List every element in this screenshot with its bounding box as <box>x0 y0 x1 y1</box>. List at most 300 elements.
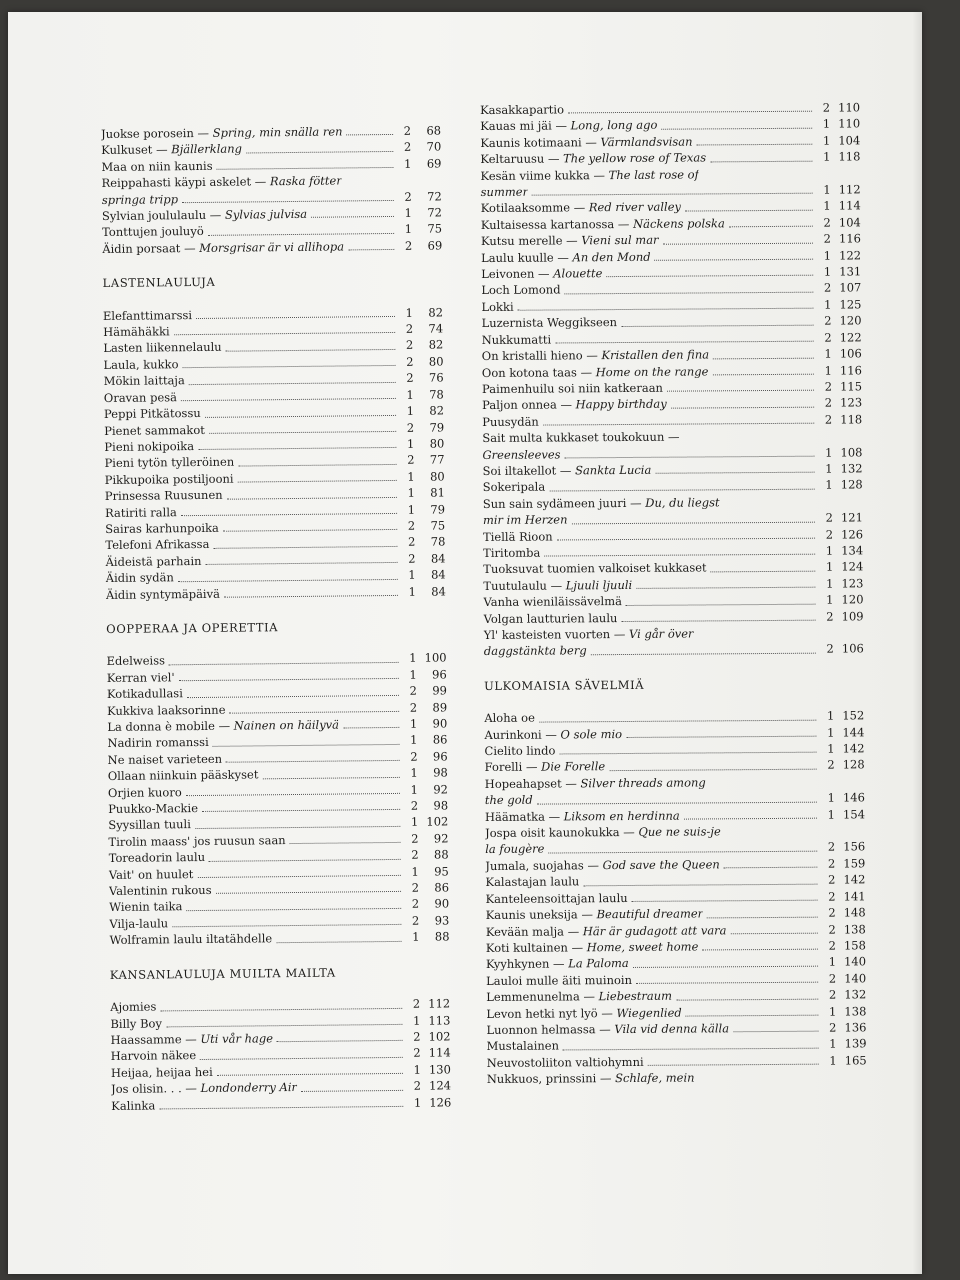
song-title: Jospa oisit kaunokukka <box>485 825 620 841</box>
entry-title: Kultaisessa kartanossa — Näckens polska <box>480 216 725 232</box>
song-title: Hämähäkki <box>103 324 170 340</box>
entry-title: Keltaruusu — The yellow rose of Texas <box>480 150 707 167</box>
entry-title <box>104 405 201 422</box>
entry-title: La donna è mobile — Nainen on häilyvä <box>107 717 340 734</box>
original-title: Morsgrisar är vi allihopa <box>199 239 345 255</box>
leader-dots <box>186 908 401 911</box>
leader-dots <box>230 711 400 714</box>
leader-dots <box>710 160 812 162</box>
original-title: Vila vid denna källa <box>614 1021 730 1037</box>
page-number: 95 <box>434 864 449 879</box>
song-title: Vanha wieniläissävelmä <box>483 594 623 610</box>
leader-dots <box>548 851 817 854</box>
song-title: Lasten liikennelaulu <box>103 340 222 356</box>
leader-dots <box>621 620 815 622</box>
index-section <box>103 272 446 603</box>
index-section <box>106 617 449 948</box>
volume-number: 2 <box>413 1078 422 1093</box>
leader-dots <box>655 259 814 261</box>
page-number: 132 <box>844 987 867 1002</box>
volume-number: 2 <box>829 1020 837 1035</box>
leader-dots <box>169 662 399 665</box>
song-title: Kalinka <box>111 1098 156 1113</box>
page-number: 144 <box>842 724 865 740</box>
page-number: 90 <box>432 716 448 731</box>
entry-title <box>108 800 198 817</box>
entry-title <box>107 685 183 702</box>
entry-title: Forelli — Die Forelle <box>484 759 606 775</box>
volume-number: 2 <box>828 905 836 920</box>
volume-number: 1 <box>824 363 832 378</box>
page-number: 96 <box>432 749 448 764</box>
leader-dots <box>667 390 814 392</box>
leader-dots <box>632 900 818 902</box>
entry-title <box>103 356 178 373</box>
leader-dots <box>198 447 396 450</box>
original-title: The last rose of <box>608 167 699 182</box>
leader-dots <box>626 736 816 738</box>
leader-dots <box>347 134 394 135</box>
page-number: 86 <box>434 880 450 895</box>
volume-number: 2 <box>828 889 836 904</box>
page-number: 81 <box>430 485 445 500</box>
entry-title <box>105 470 234 488</box>
volume-number: 1 <box>825 543 834 558</box>
entry-title <box>104 438 194 455</box>
leader-dots <box>676 998 818 1000</box>
original-title: Alouette <box>553 266 603 281</box>
song-title: Kevään malja <box>485 923 565 939</box>
volume-number: 2 <box>827 757 835 773</box>
song-title: Mustalainen <box>486 1038 560 1054</box>
entry-title: Yl' kasteisten vuorten — Vi går över <box>483 626 694 642</box>
volume-number: 2 <box>824 412 833 427</box>
song-title: Äidin porsaat <box>102 241 181 256</box>
page-number: 98 <box>433 798 449 813</box>
entry-title <box>483 528 553 545</box>
original-title: Liksom en herdinna <box>563 808 680 824</box>
volume-number: 1 <box>409 667 417 682</box>
volume-number: 1 <box>413 1062 421 1077</box>
leader-dots <box>238 464 396 467</box>
entry-title <box>108 832 285 850</box>
entry-title: Oon kotona taas — Home on the range <box>481 363 709 380</box>
leader-dots <box>238 480 397 483</box>
leader-dots <box>568 111 812 114</box>
volume-number: 1 <box>409 651 417 666</box>
entry-title: Jos olisin. . . — Londonderry Air <box>111 1080 298 1097</box>
entry-title <box>486 972 632 989</box>
song-title: Kotikadullasi <box>106 686 183 702</box>
entry-title: Koti kultainen — Home, sweet home <box>485 939 699 955</box>
leader-dots <box>159 1106 403 1110</box>
song-title: Paljon onnea <box>482 397 557 413</box>
volume-number: 1 <box>828 1004 837 1019</box>
entry-title: Soi iltakellot — Sankta Lucia <box>482 462 652 478</box>
song-title: Hopeahapset <box>484 776 562 791</box>
entry-title: Kaunis uneksija — Beautiful dreamer <box>485 906 704 923</box>
page-number: 113 <box>428 1012 451 1028</box>
entry-title <box>480 101 564 118</box>
entry-title <box>481 314 617 331</box>
song-title: Wienin taika <box>109 899 183 915</box>
entry-title <box>483 560 707 578</box>
page-number: 138 <box>843 921 866 936</box>
page-number: 142 <box>843 872 866 887</box>
original-title: Que ne suis-je <box>638 824 721 839</box>
volume-number: 1 <box>826 592 834 607</box>
page-number: 98 <box>433 765 448 780</box>
entry-title: Häämatka — Liksom en herdinna <box>484 808 680 824</box>
entry-title: Sylvian joululaulu — Sylvias julvisa <box>101 206 308 224</box>
entry-title <box>487 1054 644 1072</box>
volume-number: 2 <box>410 749 418 764</box>
song-title: Cielito lindo <box>484 743 556 759</box>
page-number: 125 <box>839 297 862 312</box>
original-title: Vi går över <box>628 626 694 641</box>
original-title: Uti vår hage <box>200 1031 274 1046</box>
volume-number: 1 <box>823 198 831 214</box>
leader-dots <box>209 859 401 862</box>
page-number: 148 <box>843 905 866 920</box>
song-title: Sun sain sydämeen juuri <box>482 495 627 511</box>
page-number: 114 <box>838 198 861 213</box>
page-number: 126 <box>429 1094 452 1110</box>
entry-title <box>109 899 182 916</box>
page-number: 76 <box>428 370 444 385</box>
entry-title: Sun sain sydämeen juuri — Du, du liegst <box>482 495 720 511</box>
entry-title: Kulkuset — Bjällerklang <box>101 141 243 158</box>
volume-number: 1 <box>826 708 835 723</box>
song-title: Haassamme <box>110 1032 182 1047</box>
volume-number: 1 <box>410 733 418 748</box>
volume-number: 1 <box>823 149 831 164</box>
entry-title <box>107 734 208 751</box>
page-number: 141 <box>843 889 866 904</box>
volume-number: 2 <box>828 872 836 887</box>
song-title: Billy Boy <box>110 1015 162 1031</box>
page-number: 74 <box>428 321 444 336</box>
volume-number: 1 <box>408 567 416 582</box>
song-title: Ratiriti ralla <box>104 504 177 520</box>
page-number: 130 <box>428 1062 451 1077</box>
volume-number: 2 <box>828 987 837 1002</box>
leader-dots <box>196 316 395 319</box>
song-title: Luonnon helmassa <box>486 1022 596 1037</box>
entry-title: Kyyhkynen — La Paloma <box>485 956 629 972</box>
page-number: 82 <box>429 403 445 418</box>
song-title: Forelli <box>484 760 523 775</box>
leader-dots <box>724 867 818 869</box>
original-title: Du, du liegst <box>645 495 720 510</box>
leader-dots <box>172 924 401 927</box>
song-title: Tuoksuvat tuomien valkoiset kukkaset <box>483 560 707 577</box>
song-title: Kaunis kotimaani <box>480 135 582 150</box>
volume-number: 2 <box>823 281 832 296</box>
leader-dots <box>539 719 816 722</box>
page-number: 110 <box>838 100 861 115</box>
volume-number: 1 <box>822 133 831 148</box>
volume-number: 2 <box>411 880 420 895</box>
original-title: Näckens polska <box>633 216 725 231</box>
song-title: Lokki <box>481 299 514 314</box>
volume-number: 2 <box>828 922 836 937</box>
song-title: Kukkiva laaksorinne <box>107 702 226 718</box>
page-number: 88 <box>434 929 450 944</box>
entry-title <box>109 931 272 949</box>
song-title: Harvoin näkee <box>110 1048 197 1064</box>
song-title: Lauloi mulle äiti muinoin <box>486 972 633 988</box>
entry-title <box>103 339 222 357</box>
entry-title <box>484 643 587 660</box>
volume-number: 1 <box>412 1013 421 1028</box>
volume-number: 1 <box>409 716 418 731</box>
entry-title <box>107 653 166 670</box>
volume-number: 2 <box>411 847 419 863</box>
entry-title: Leivonen — Alouette <box>481 266 603 282</box>
song-title: Mökin laittaja <box>103 373 185 389</box>
volume-number: 2 <box>404 189 412 204</box>
page-number: 93 <box>434 913 450 928</box>
leader-dots <box>559 752 816 755</box>
index-column-right <box>480 99 867 1101</box>
leader-dots <box>166 1024 402 1027</box>
original-title: La Paloma <box>568 956 629 971</box>
song-title: Laula, kukko <box>103 357 179 372</box>
song-title: Syysillan tuuli <box>108 817 191 833</box>
page-number: 106 <box>839 346 862 361</box>
index-column-left <box>101 122 451 1127</box>
volume-number: 1 <box>829 1053 837 1068</box>
volume-number: 2 <box>823 231 832 246</box>
index-section <box>484 675 867 1087</box>
volume-number: 2 <box>413 1046 421 1061</box>
volume-number: 1 <box>407 469 415 484</box>
original-title: An den Mond <box>572 249 651 265</box>
leader-dots <box>216 891 401 894</box>
entry-title <box>108 784 182 801</box>
leader-dots <box>246 151 393 154</box>
song-title: Nukkuos, prinssini <box>486 1071 597 1087</box>
volume-number: 1 <box>827 790 835 805</box>
entry-title <box>108 767 259 785</box>
entry-title: Kaunis kotimaani — Värmlandsvisan <box>480 134 693 150</box>
volume-number: 2 <box>409 700 418 715</box>
leader-dots <box>591 652 816 655</box>
original-title: Raska fötter <box>269 173 342 189</box>
page-number: 116 <box>839 362 862 377</box>
page-number: 70 <box>426 139 442 154</box>
entry-title <box>106 569 174 586</box>
page-number: 82 <box>428 337 444 353</box>
entry-title: Kotilaaksomme — Red river valley <box>480 200 682 216</box>
page-number: 84 <box>431 583 446 599</box>
entry-title <box>105 504 177 521</box>
entry-title <box>108 817 191 834</box>
song-title: Kaunis uneksija <box>485 907 578 923</box>
volume-number: 1 <box>408 584 416 599</box>
original-title: Värmlandsvisan <box>600 134 693 149</box>
song-title: Pienet sammakot <box>104 422 205 438</box>
volume-number: 2 <box>825 527 834 542</box>
song-title: Kasakkapartio <box>480 102 565 117</box>
song-title: Sylvian joululaulu <box>101 207 207 224</box>
volume-number: 2 <box>403 123 412 138</box>
book-page <box>8 12 922 1274</box>
song-title: Sait multa kukkaset toukokuun <box>482 429 665 446</box>
entry-title <box>483 545 540 562</box>
leader-dots <box>226 760 400 763</box>
leader-dots <box>197 875 400 878</box>
volume-number: 1 <box>825 559 834 574</box>
entry-title <box>111 1047 197 1064</box>
index-entry <box>106 583 446 603</box>
page-number: 126 <box>841 526 864 542</box>
entry-title <box>482 380 663 398</box>
song-title: Laulu kuulle <box>481 250 554 265</box>
volume-number: 1 <box>410 782 419 797</box>
entry-title: Lemmenunelma — Liebestraum <box>486 988 673 1005</box>
leader-dots <box>572 521 815 524</box>
volume-number: 2 <box>824 395 833 410</box>
entry-title <box>481 282 560 299</box>
leader-dots <box>518 308 814 311</box>
page-number: 78 <box>429 387 444 402</box>
volume-number: 1 <box>410 815 419 830</box>
entry-title <box>481 299 513 316</box>
volume-number: 1 <box>410 765 418 781</box>
entry-title: Sait multa kukkaset toukokuun — <box>482 429 680 446</box>
volume-number: 1 <box>827 741 835 756</box>
page-number: 72 <box>427 189 442 204</box>
volume-number: 2 <box>823 215 831 230</box>
song-title: Oravan pesä <box>103 389 178 405</box>
song-title: Heijaa, heijaa hei <box>110 1064 213 1080</box>
song-title: Puukko-Mackie <box>108 801 199 816</box>
page-number: 152 <box>842 708 865 723</box>
song-title: Loch Lomond <box>481 282 561 298</box>
page-number: 106 <box>841 641 864 656</box>
original-title: Red river valley <box>588 200 682 215</box>
page-number: 109 <box>841 608 864 624</box>
original-title: Liebestraum <box>598 988 673 1004</box>
leader-dots <box>217 1073 403 1076</box>
original-title: Home on the range <box>595 363 709 379</box>
page-number: 80 <box>429 436 445 451</box>
leader-dots <box>685 210 813 212</box>
page-number: 80 <box>428 354 444 369</box>
leader-dots <box>549 488 814 491</box>
volume-number: 1 <box>829 1036 837 1051</box>
song-title: Kalastajan laulu <box>485 874 580 890</box>
page-number: 159 <box>843 856 866 871</box>
page-number: 158 <box>843 938 866 953</box>
entry-title <box>106 585 220 603</box>
leader-dots <box>671 406 814 408</box>
song-title: Peppi Pitkätossu <box>103 406 201 422</box>
leader-dots <box>544 554 815 557</box>
volume-number: 1 <box>823 264 832 279</box>
page-number: 75 <box>430 518 446 533</box>
page-number: 107 <box>839 280 862 295</box>
song-title: Valentinin rukous <box>108 882 212 899</box>
song-title: Nukkumatti <box>481 332 552 347</box>
leader-dots <box>181 398 396 401</box>
page-number: 108 <box>840 444 863 460</box>
leader-dots <box>733 1031 818 1033</box>
leader-dots <box>711 570 816 572</box>
leader-dots <box>731 933 818 935</box>
leader-dots <box>208 233 394 236</box>
leader-dots <box>186 793 400 796</box>
page-number: 99 <box>432 683 448 698</box>
entry-title <box>484 743 555 760</box>
entry-title <box>484 710 535 727</box>
leader-dots <box>661 127 812 129</box>
page-number: 96 <box>432 667 447 682</box>
song-title: Kutsu merelle <box>480 233 563 249</box>
original-title: Die Forelle <box>541 759 606 775</box>
page-number: 124 <box>841 559 864 574</box>
song-title: Aurinkoni <box>484 727 542 742</box>
entry-title: Nukkuos, prinssini — Schlafe, mein <box>486 1070 695 1087</box>
original-title: springa tripp <box>101 191 179 207</box>
entry-title <box>101 158 212 176</box>
entry-title <box>485 792 533 809</box>
song-title: Tiritomba <box>483 545 541 560</box>
entry-title <box>110 999 156 1016</box>
entry-title <box>109 882 212 899</box>
page-number: 121 <box>840 510 863 525</box>
original-title: Ljuuli ljuuli <box>565 577 633 593</box>
leader-dots <box>686 1015 819 1017</box>
song-title: Kerran viel' <box>106 670 175 685</box>
song-title: Ne naiset varieteen <box>107 751 223 767</box>
original-title: Spring, min snälla ren <box>212 124 343 140</box>
entry-title <box>104 454 234 472</box>
original-title: summer <box>480 184 529 200</box>
volume-number: 1 <box>828 954 837 969</box>
page-number: 116 <box>838 231 862 246</box>
page-number: 122 <box>839 330 862 345</box>
page-number: 131 <box>839 264 862 279</box>
index-entry <box>109 929 449 949</box>
original-title: Long, long ago <box>570 118 658 133</box>
song-title: Toreadorin laulu <box>108 850 206 866</box>
song-title: Oon kotona taas <box>481 364 577 380</box>
song-title: Wolframin laulu iltatähdelle <box>109 931 273 948</box>
original-title: God save the Queen <box>602 857 720 873</box>
leader-dots <box>563 1047 819 1050</box>
volume-number: 2 <box>407 535 416 550</box>
volume-number: 1 <box>412 929 420 945</box>
song-title: Volgan lautturien laulu <box>483 610 618 626</box>
entry-title <box>105 520 219 538</box>
song-title: Telefoni Afrikassa <box>105 537 210 553</box>
section-heading: ULKOMAISIA SÄVELMIÄ <box>484 677 645 693</box>
volume-number: 1 <box>404 205 412 220</box>
index-section <box>110 963 452 1114</box>
leader-dots <box>226 349 396 352</box>
leader-dots <box>223 529 397 532</box>
volume-number: 2 <box>406 420 415 435</box>
volume-number: 1 <box>406 387 414 402</box>
leader-dots <box>277 1040 403 1042</box>
leader-dots <box>178 578 398 581</box>
leader-dots <box>555 341 814 344</box>
original-title: The yellow rose of Texas <box>563 150 707 166</box>
original-title: Nainen on häilyvä <box>233 717 340 733</box>
